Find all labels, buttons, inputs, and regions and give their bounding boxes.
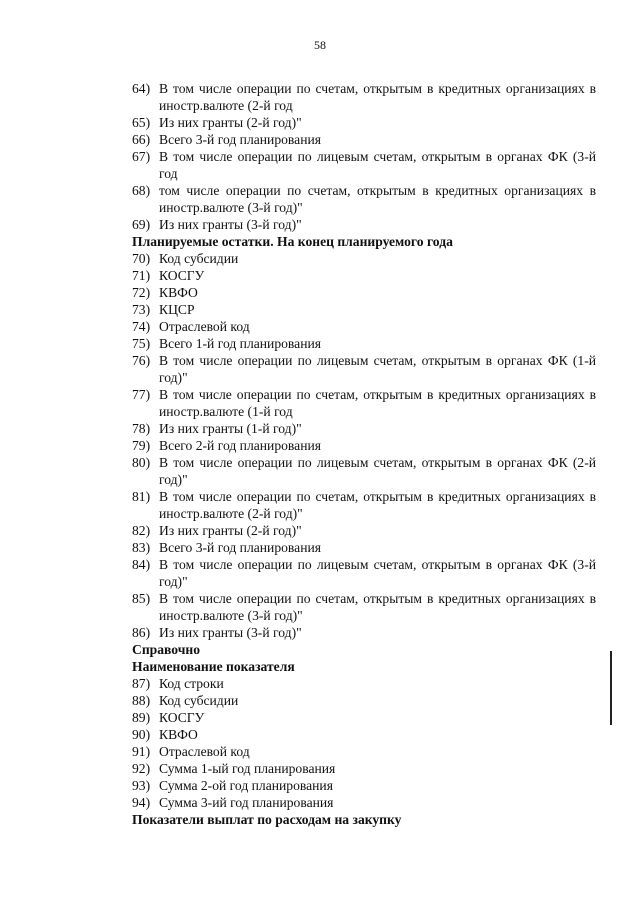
list-item <box>132 80 596 114</box>
list-item-text: В том числе операции по счетам, открытым в кредитных организациях в иностр.валюте (3-й год)" <box>159 591 596 623</box>
list-item-text: Всего 2-й год планирования <box>159 438 321 453</box>
list-item-text: В том числе операции по лицевым счетам, открытым в органах ФК (2-й год)" <box>159 455 596 487</box>
list-item <box>132 488 596 522</box>
list-item-number: 74) <box>132 319 151 334</box>
list-item-text: том числе операции по счетам, открытым в кредитных организациях в иностр.валюте (3-й год)" <box>159 183 596 215</box>
list-item-number: 91) <box>132 744 151 759</box>
list-item <box>132 522 596 539</box>
list-item-number: 64) <box>132 81 151 96</box>
list-item-number: 89) <box>132 710 151 725</box>
list-item-number: 73) <box>132 302 151 317</box>
list-item-number: 77) <box>132 387 151 402</box>
list-item <box>132 318 596 335</box>
list-item-number: 81) <box>132 489 151 504</box>
list-item <box>132 794 596 811</box>
list-item-number: 75) <box>132 336 151 351</box>
list-item <box>132 386 596 420</box>
document-body <box>132 80 596 828</box>
list-item-number: 66) <box>132 132 151 147</box>
list-item <box>132 335 596 352</box>
list-item-number: 65) <box>132 115 151 130</box>
list-item-text: КВФО <box>159 727 198 742</box>
list-item-number: 67) <box>132 149 151 164</box>
list-item <box>132 743 596 760</box>
list-item-text: Сумма 3-ий год планирования <box>159 795 334 810</box>
list-item-number: 79) <box>132 438 151 453</box>
list-item-text: Из них гранты (3-й год)" <box>159 217 302 232</box>
list-item-text: В том числе операции по счетам, открытым в кредитных организациях в иностр.валюте (2-й год)" <box>159 489 596 521</box>
list-item-text: КОСГУ <box>159 710 205 725</box>
list-item-text: В том числе операции по счетам, открытым в кредитных организациях в иностр.валюте (2-й год <box>159 81 596 113</box>
list-item-number: 93) <box>132 778 151 793</box>
page-number: 58 <box>314 38 326 52</box>
list-item-text: Код субсидии <box>159 251 239 266</box>
list-item-text: Из них гранты (3-й год)" <box>159 625 302 640</box>
list-item-number: 70) <box>132 251 151 266</box>
list-item-text: Сумма 1-ый год планирования <box>159 761 336 776</box>
margin-bar <box>610 651 612 725</box>
list-item-text: Из них гранты (2-й год)" <box>159 115 302 130</box>
list-item-number: 94) <box>132 795 151 810</box>
list-item <box>132 114 596 131</box>
list-item <box>132 539 596 556</box>
section-heading: Планируемые остатки. На конец планируемого года <box>132 234 453 249</box>
section-heading: Справочно <box>132 642 200 657</box>
list-item <box>132 148 596 182</box>
list-item-text: Всего 3-й год планирования <box>159 132 321 147</box>
list-item-number: 84) <box>132 557 151 572</box>
list-item <box>132 284 596 301</box>
list-item-number: 71) <box>132 268 151 283</box>
list-item-text: В том числе операции по лицевым счетам, открытым в органах ФК (3-й год)" <box>159 557 596 589</box>
list-item-number: 85) <box>132 591 151 606</box>
list-item-number: 76) <box>132 353 151 368</box>
list-item <box>132 131 596 148</box>
section-heading: Наименование показателя <box>132 659 295 674</box>
list-item-text: КОСГУ <box>159 268 205 283</box>
list-item-text: Из них гранты (1-й год)" <box>159 421 302 436</box>
list-item-number: 86) <box>132 625 151 640</box>
list-item <box>132 675 596 692</box>
list-item-text: Из них гранты (2-й год)" <box>159 523 302 538</box>
list-item-text: Отраслевой код <box>159 319 250 334</box>
list-item <box>132 556 596 590</box>
list-item <box>132 182 596 216</box>
list-item-number: 87) <box>132 676 151 691</box>
list-item-number: 88) <box>132 693 151 708</box>
section-heading: Показатели выплат по расходам на закупку <box>132 812 402 827</box>
list-item-number: 72) <box>132 285 151 300</box>
list-item-number: 68) <box>132 183 151 198</box>
list-item-number: 80) <box>132 455 151 470</box>
list-item-text: В том числе операции по лицевым счетам, открытым в органах ФК (3-й год <box>159 149 596 181</box>
list-item <box>132 267 596 284</box>
list-item-text: КЦСР <box>159 302 195 317</box>
list-item-text: КВФО <box>159 285 198 300</box>
list-item-text: Код строки <box>159 676 224 691</box>
list-item <box>132 709 596 726</box>
list-item <box>132 692 596 709</box>
list-item <box>132 454 596 488</box>
list-item-number: 92) <box>132 761 151 776</box>
list-item <box>132 352 596 386</box>
list-item <box>132 590 596 624</box>
list-item-text: Код субсидии <box>159 693 239 708</box>
list-item-number: 69) <box>132 217 151 232</box>
list-item <box>132 624 596 641</box>
list-item <box>132 216 596 233</box>
list-item-text: Сумма 2-ой год планирования <box>159 778 333 793</box>
list-item <box>132 250 596 267</box>
list-item <box>132 437 596 454</box>
list-item <box>132 420 596 437</box>
list-item-number: 83) <box>132 540 151 555</box>
list-item-text: Всего 3-й год планирования <box>159 540 321 555</box>
list-item-text: В том числе операции по лицевым счетам, открытым в органах ФК (1-й год)" <box>159 353 596 385</box>
list-item <box>132 726 596 743</box>
list-item-number: 78) <box>132 421 151 436</box>
list-item <box>132 301 596 318</box>
list-item <box>132 777 596 794</box>
list-item-number: 82) <box>132 523 151 538</box>
list-item-text: Всего 1-й год планирования <box>159 336 321 351</box>
list-item <box>132 760 596 777</box>
list-item-number: 90) <box>132 727 151 742</box>
list-item-text: Отраслевой код <box>159 744 250 759</box>
list-item-text: В том числе операции по счетам, открытым в кредитных организациях в иностр.валюте (1-й год <box>159 387 596 419</box>
